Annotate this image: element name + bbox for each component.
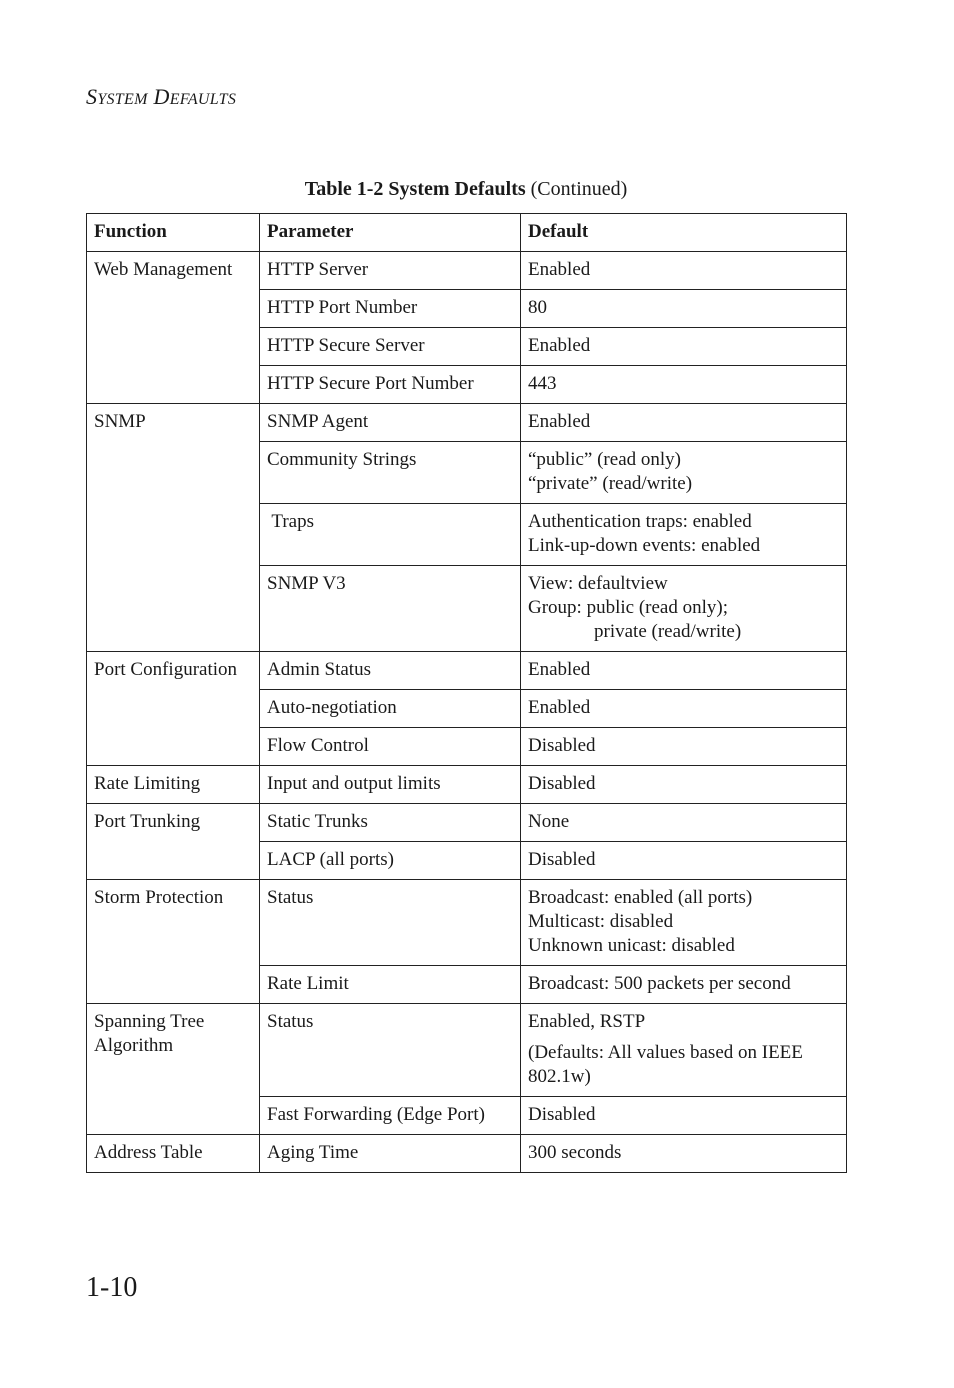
table-row [87, 652, 847, 690]
running-head-word-1: YSTEM [97, 91, 148, 108]
default-cell [521, 842, 847, 880]
running-head-initial-2: D [153, 84, 170, 109]
table-row [87, 880, 847, 966]
function-cell: Rate Limiting [87, 766, 260, 804]
function-cell: SNMP [87, 404, 260, 652]
parameter-cell: HTTP Secure Server [260, 328, 521, 366]
default-line: Multicast: disabled [528, 911, 674, 932]
parameter-cell: Fast Forwarding (Edge Port) [260, 1097, 521, 1135]
parameter-cell: Admin Status [260, 652, 521, 690]
system-defaults-table [86, 213, 847, 1173]
default-cell [521, 366, 847, 404]
default-cell [521, 652, 847, 690]
default-line: Enabled [528, 659, 591, 680]
header-parameter: Parameter [260, 214, 521, 252]
parameter-cell: SNMP Agent [260, 404, 521, 442]
table-row [87, 252, 847, 290]
default-line: “private” (read/write) [528, 473, 693, 494]
parameter-cell: Flow Control [260, 728, 521, 766]
function-cell: Port Trunking [87, 804, 260, 880]
parameter-cell: Input and output limits [260, 766, 521, 804]
default-line: Enabled, RSTP [528, 1011, 646, 1032]
table-row [87, 766, 847, 804]
parameter-cell: Status [260, 1004, 521, 1097]
parameter-cell: Status [260, 880, 521, 966]
default-line: Broadcast: 500 packets per second [528, 973, 791, 994]
parameter-cell: Community Strings [260, 442, 521, 504]
function-cell: Storm Protection [87, 880, 260, 1004]
default-cell [521, 504, 847, 566]
running-head-word-2: EFAULTS [169, 91, 237, 108]
parameter-cell: HTTP Port Number [260, 290, 521, 328]
default-line: “public” (read only) [528, 449, 681, 470]
default-line: private (read/write) [594, 621, 742, 642]
default-cell [521, 1097, 847, 1135]
table-row [87, 1135, 847, 1173]
default-line: Disabled [528, 735, 596, 756]
parameter-cell: HTTP Secure Port Number [260, 366, 521, 404]
default-line: Enabled [528, 411, 591, 432]
default-line: Authentication traps: enabled [528, 511, 752, 532]
default-cell [521, 880, 847, 966]
default-cell [521, 728, 847, 766]
default-cell [521, 804, 847, 842]
default-line: Disabled [528, 849, 596, 870]
table-caption-label: Table 1-2 System Defaults [304, 178, 526, 200]
default-line: View: defaultview [528, 573, 668, 594]
function-cell: Address Table [87, 1135, 260, 1173]
default-line: Link-up-down events: enabled [528, 535, 761, 556]
default-cell [521, 1135, 847, 1173]
default-line: 300 seconds [528, 1142, 622, 1163]
default-line: 443 [528, 373, 557, 394]
function-cell: Web Management [87, 252, 260, 404]
parameter-cell: Traps [260, 504, 521, 566]
default-line: Disabled [528, 773, 596, 794]
default-cell [521, 290, 847, 328]
default-line: None [528, 811, 570, 832]
table-row [87, 404, 847, 442]
running-head-initial-1: S [86, 84, 98, 109]
default-cell [521, 1004, 847, 1097]
parameter-cell: Rate Limit [260, 966, 521, 1004]
page-number: 1-10 [86, 1272, 138, 1303]
default-cell [521, 442, 847, 504]
header-default: Default [521, 214, 847, 252]
parameter-cell: Auto-negotiation [260, 690, 521, 728]
parameter-cell: Static Trunks [260, 804, 521, 842]
default-cell [521, 766, 847, 804]
table-row [87, 804, 847, 842]
parameter-cell: HTTP Server [260, 252, 521, 290]
function-cell: Port Configuration [87, 652, 260, 766]
default-line: Enabled [528, 697, 591, 718]
table-row [87, 1004, 847, 1097]
table-header-row [87, 214, 847, 252]
table-caption [86, 178, 846, 201]
default-line: Broadcast: enabled (all ports) [528, 887, 753, 908]
running-head [86, 84, 236, 110]
default-cell [521, 690, 847, 728]
default-cell [521, 566, 847, 652]
table-caption-suffix: (Continued) [530, 178, 628, 200]
default-line: Enabled [528, 335, 591, 356]
function-cell: Spanning Tree Algorithm [87, 1004, 260, 1135]
default-cell [521, 966, 847, 1004]
parameter-cell: SNMP V3 [260, 566, 521, 652]
default-note: (Defaults: All values based on IEEE 802.1w) [528, 1042, 803, 1087]
default-line: Disabled [528, 1104, 596, 1125]
default-line: Group: public (read only); [528, 597, 728, 618]
parameter-cell: LACP (all ports) [260, 842, 521, 880]
default-line: Unknown unicast: disabled [528, 935, 735, 956]
parameter-cell: Aging Time [260, 1135, 521, 1173]
default-line: 80 [528, 297, 547, 318]
default-cell [521, 252, 847, 290]
default-line: Enabled [528, 259, 591, 280]
default-cell [521, 328, 847, 366]
header-function: Function [87, 214, 260, 252]
default-cell [521, 404, 847, 442]
